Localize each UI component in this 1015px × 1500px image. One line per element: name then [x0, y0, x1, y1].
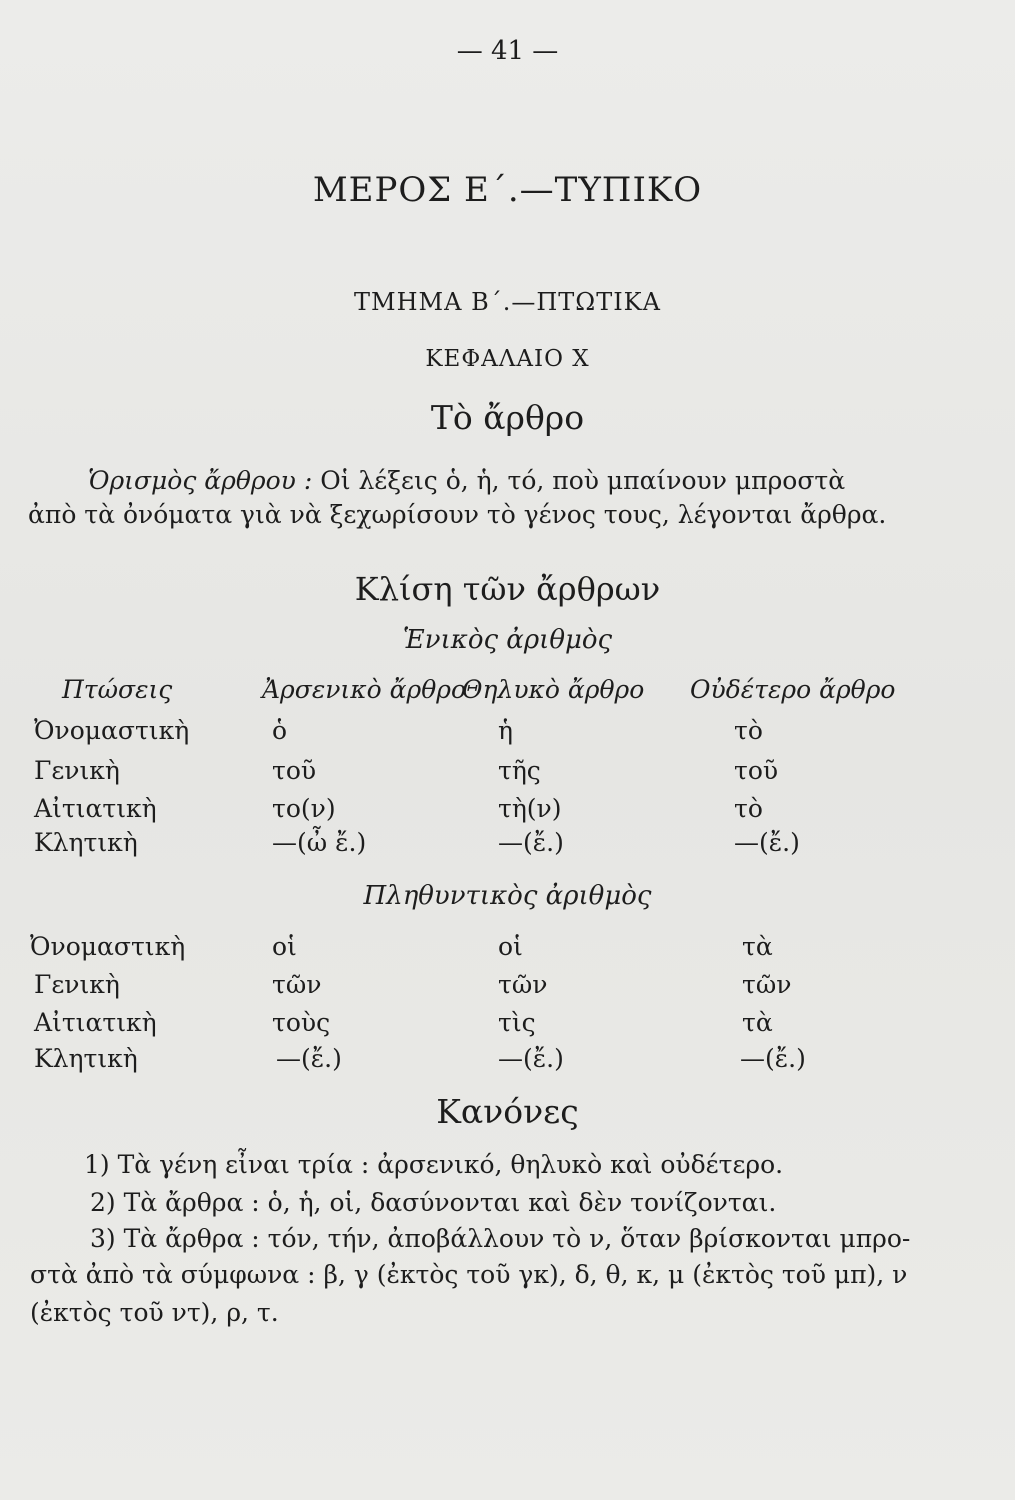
pl-neut-nominative: τὰ	[742, 932, 773, 961]
pl-case-genitive: Γενικὴ	[34, 970, 120, 999]
plural-title: Πληθυντικὸς ἀριθμὸς	[363, 881, 652, 911]
singular-title: Ἑνικὸς ἀριθμὸς	[402, 625, 613, 655]
definition-line-1	[88, 466, 845, 495]
rules-title: Κανόνες	[436, 1092, 579, 1131]
pl-neut-accusative: τὰ	[742, 1008, 773, 1037]
rule-3-line-3: (ἐκτὸς τοῦ ντ), ρ, τ.	[30, 1298, 279, 1327]
part-title: ΜΕΡΟΣ Ε΄.—ΤΥΠΙΚΟ	[312, 170, 703, 210]
sg-fem-accusative: τὴ(ν)	[498, 794, 562, 823]
pl-case-accusative: Αἰτιατικὴ	[34, 1008, 157, 1037]
sg-neut-genitive: τοῦ	[734, 756, 779, 785]
definition-term: Ὁρισμὸς ἄρθρου :	[88, 466, 313, 495]
definition-text-1: Οἱ λέξεις ὁ, ἡ, τό, ποὺ μπαίνουν μπροστὰ	[320, 466, 846, 495]
pl-case-vocative: Κλητικὴ	[34, 1044, 138, 1073]
pl-case-nominative: Ὀνομαστικὴ	[30, 932, 186, 961]
article-heading: Τὸ ἄρθρο	[430, 398, 585, 437]
header-feminine: Θηλυκὸ ἄρθρο	[462, 675, 645, 704]
sg-neut-vocative: —(ἔ.)	[734, 828, 800, 857]
sg-case-accusative: Αἰτιατικὴ	[34, 794, 157, 823]
declension-title: Κλίση τῶν ἄρθρων	[354, 570, 661, 608]
rule-2: 2) Τὰ ἄρθρα : ὁ, ἡ, οἱ, δασύνονται καὶ δὲν τονίζονται.	[90, 1188, 777, 1217]
sg-masc-genitive: τοῦ	[272, 756, 317, 785]
pl-neut-vocative: —(ἔ.)	[740, 1044, 806, 1073]
sg-fem-genitive: τῆς	[498, 756, 541, 785]
pl-masc-genitive: τῶν	[272, 970, 322, 999]
pl-fem-accusative: τὶς	[498, 1008, 536, 1037]
sg-masc-vocative: —(ὦ ἔ.)	[272, 828, 367, 857]
header-masculine: Ἀρσενικὸ ἄρθρο	[262, 675, 467, 704]
sg-masc-accusative: το(ν)	[272, 794, 336, 823]
rule-3-line-1: 3) Τὰ ἄρθρα : τόν, τήν, ἀποβάλλουν τὸ ν, ὅταν βρίσκονται μπρο-	[90, 1224, 911, 1253]
pl-fem-genitive: τῶν	[498, 970, 548, 999]
pl-masc-vocative: —(ἔ.)	[276, 1044, 342, 1073]
section-title: ΤΜΗΜΑ Β΄.—ΠΤΩΤΙΚΑ	[354, 288, 661, 316]
sg-case-nominative: Ὀνομαστικὴ	[34, 716, 190, 745]
pl-neut-genitive: τῶν	[742, 970, 792, 999]
sg-neut-nominative: τὸ	[734, 716, 763, 745]
sg-fem-nominative: ἡ	[498, 716, 513, 745]
sg-neut-accusative: τὸ	[734, 794, 763, 823]
chapter-title: ΚΕΦΑΛΑΙΟ Χ	[425, 346, 590, 372]
definition-line-2: ἀπὸ τὰ ὀνόματα γιὰ νὰ ξεχωρίσουν τὸ γένος τους, λέγονται ἄρθρα.	[28, 500, 887, 529]
sg-case-vocative: Κλητικὴ	[34, 828, 138, 857]
pl-fem-vocative: —(ἔ.)	[498, 1044, 564, 1073]
header-neuter: Οὐδέτερο ἄρθρο	[690, 675, 896, 704]
rule-3-line-2: στὰ ἀπὸ τὰ σύμφωνα : β, γ (ἐκτὸς τοῦ γκ), δ, θ, κ, μ (ἐκτὸς τοῦ μπ), ν	[30, 1260, 908, 1289]
pl-fem-nominative: οἱ	[498, 932, 523, 961]
pl-masc-nominative: οἱ	[272, 932, 297, 961]
header-cases: Πτώσεις	[62, 675, 173, 704]
sg-masc-nominative: ὁ	[272, 716, 288, 745]
sg-case-genitive: Γενικὴ	[34, 756, 120, 785]
pl-masc-accusative: τοὺς	[272, 1008, 331, 1037]
rule-1: 1) Τὰ γένη εἶναι τρία : ἀρσενικό, θηλυκὸ καὶ οὐδέτερο.	[84, 1150, 784, 1179]
page-number: — 41 —	[456, 36, 559, 66]
sg-fem-vocative: —(ἔ.)	[498, 828, 564, 857]
